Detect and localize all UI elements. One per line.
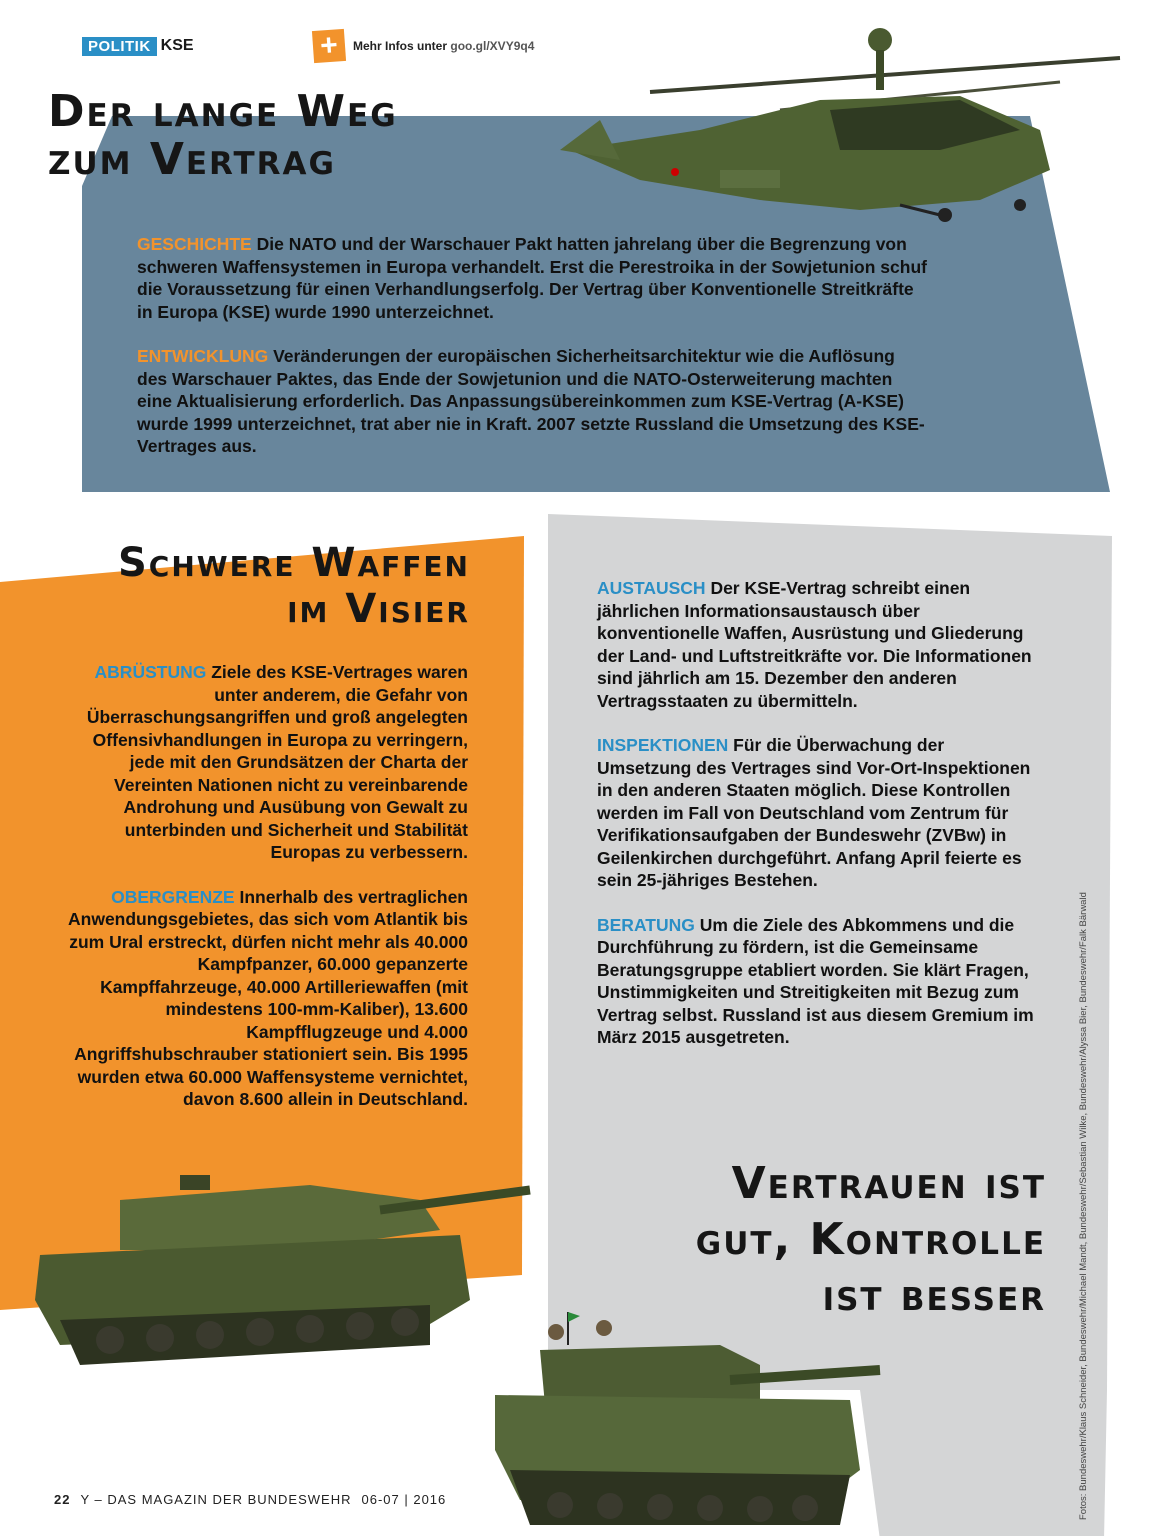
grey-panel-lower — [860, 1390, 1107, 1536]
photo-credits: Fotos: Bundeswehr/Klaus Schneider, Bundeswehr/Michael Mandt, Bundeswehr/Sebastian Wilke, Bundeswehr/Alyssa Bier, Bundeswehr/Falk Bärwald — [1078, 892, 1089, 1520]
subsection-label: KSE — [160, 37, 194, 54]
paragraph-beratung: BERATUNG Um die Ziele des Abkommens und die Durchführung zu fördern, ist die Gemeinsame Beratungsgruppe etabliert worden. Sie klärt Fragen, Unstimmigkeiten und Streitigkeiten mit Bezug zum Vertrag selbst. Russland ist aus diesem Gremium im März 2015 ausgetreten. — [597, 914, 1034, 1047]
page-number: 22 — [54, 1492, 71, 1507]
paragraph-entwicklung: ENTWICKLUNG Veränderungen der europäischen Sicherheitsarchitektur wie die Auflösung des Warschauer Paktes, das Ende der Sowjetunion und die NATO-Osterweiterung machten eine Aktualisierung erforderlich. Das Anpassungsübereinkommen zum KSE-Vertrag (A-KSE) wurde 1999 unterzeichnet, trat aber nie in Kraft. 2007 setzte Russland die Umsetzung des KSE-Vertrages aus. — [137, 346, 925, 456]
right-article — [597, 577, 1042, 1071]
paragraph-austausch: AUSTAUSCH Der KSE-Vertrag schreibt einen jährlichen Informationsaustausch über konventionelle Waffen, Ausrüstung und Gliederung der Land- und Luftstreitkräfte vor. Die Informationen sind jährlich am 15. Dezember den anderen Vertragsstaaten zu übermitteln. — [597, 578, 1032, 711]
lead-inspektionen: INSPEKTIONEN — [597, 735, 729, 755]
paragraph-inspektionen: INSPEKTIONEN Für die Überwachung der Umsetzung des Vertrages sind Vor-Ort-Inspektionen in den anderen Staaten möglich. Diese Kontrollen werden im Fall von Deutschland vom Zentrum für Verifikationsaufgaben der Bundeswehr (ZVBw) in Geilenkirchen durchgeführt. Anfang April feierte es sein 25-jähriges Bestehen. — [597, 735, 1031, 890]
paragraph-geschichte: GESCHICHTE Die NATO und der Warschauer Pakt hatten jahrelang über die Begrenzung von schweren Waffensystemen in Europa verhandelt. Erst die Perestroika in der Sowjetunion schuf die Voraussetzung für einen Verhandlungserfolg. Der Vertrag über Konventionelle Streitkräfte in Europa (KSE) wurde 1990 unterzeichnet. — [137, 234, 927, 322]
headline-right: Vertrauen ist gut, Kontrolle ist besser — [695, 1158, 1046, 1321]
info-link[interactable]: goo.gl/XVY9q4 — [450, 39, 535, 53]
lead-austausch: AUSTAUSCH — [597, 578, 706, 598]
lead-beratung: BERATUNG — [597, 914, 695, 935]
page-footer — [54, 1492, 446, 1507]
lead-geschichte: GESCHICHTE — [137, 234, 252, 254]
paragraph-abruestung: ABRÜSTUNG Ziele des KSE-Vertrages waren unter anderem, die Gefahr von Überraschungsangriffen und groß angelegten Offensivhandlungen in Europa zu verringern, jede mit den Grundsätzen der Charta der Vereinten Nationen nicht zu vereinbarende Androhung und Ausübung von Gewalt zu unterbinden und Sicherheit und Stabilität Europas zu verbessern. — [86, 662, 468, 862]
section-tag: POLITIK — [82, 37, 157, 56]
headline-top: Der lange Weg zum Vertrag — [48, 86, 398, 185]
rubric — [82, 36, 194, 56]
headline-left: Schwere Waffen im Visier — [117, 540, 470, 632]
magazine-name: Y – DAS MAGAZIN DER BUNDESWEHR — [80, 1492, 352, 1507]
info-label: Mehr Infos unter — [353, 39, 448, 53]
paragraph-obergrenze: OBERGRENZE Innerhalb des vertraglichen Anwendungsgebietes, das sich vom Atlantik bis zum Ural erstreckt, dürfen nicht mehr als 40.000 Kampfpanzer, 60.000 gepanzerte Kampffahrzeuge, 40.000 Artilleriewaffen (mit mindestens 100-mm-Kaliber), 13.600 Kampfflugzeuge und 4.000 Angriffshubschrauber stationiert sein. Bis 1995 wurden etwa 60.000 Waffensysteme vernichtet, davon 8.600 allein in Deutschland. — [68, 886, 468, 1109]
more-info — [313, 30, 534, 62]
lead-obergrenze: OBERGRENZE — [111, 886, 235, 907]
lead-abruestung: ABRÜSTUNG — [94, 662, 207, 682]
top-article — [137, 233, 927, 480]
plus-icon: + — [312, 29, 346, 63]
lead-entwicklung: ENTWICKLUNG — [137, 346, 269, 366]
issue-label: 06-07 | 2016 — [361, 1492, 447, 1507]
left-article — [60, 661, 468, 1133]
